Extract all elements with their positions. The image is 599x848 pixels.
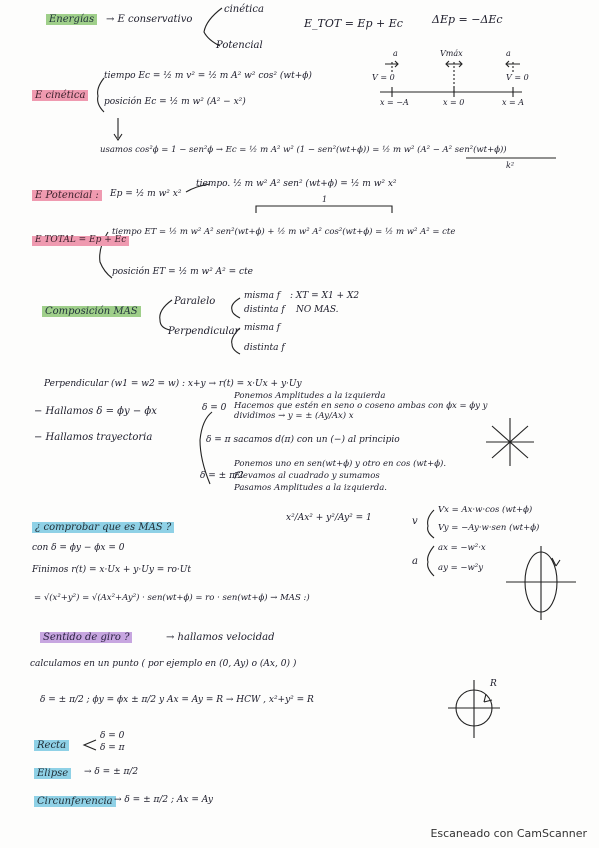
perp-hallamos-trayectoria: − Hallamos trayectoria — [34, 432, 153, 443]
composicion-perpendicular: Perpendicular — [168, 326, 240, 337]
perp-dpi2: δ = ± π/2 — [200, 471, 244, 481]
elipse-label: Elipse — [34, 768, 71, 779]
energias-branch-top: cinética — [224, 4, 264, 15]
perp-dpi: δ = π sacamos d(π) con un (−) al principio — [206, 435, 400, 445]
energias-branch-bottom: Potencial — [216, 40, 263, 51]
osc-a-right: a — [506, 49, 511, 58]
perp-header: Perpendicular (w1 = w2 = w) : x+y → r(t) = x·Ux + y·Uy — [44, 379, 302, 389]
cinetica-tiempo: tiempo Ec = ½ m v² = ½ m A² w² cos² (wt+ϕ) — [104, 71, 312, 81]
total-posicion: posición ET = ½ m w² A² = cte — [112, 267, 254, 277]
cinetica-posicion: posición Ec = ½ m w² (A² − x²) — [104, 97, 246, 107]
total-tiempo: tiempo ET = ½ m w² A² sen²(wt+ϕ) + ½ m w² A² cos²(wt+ϕ) = ½ m w² A² = cte — [112, 227, 456, 237]
ellipse-equation: x²/Ax² + y²/Ay² = 1 — [286, 513, 372, 523]
composicion-paralelo: Paralelo — [174, 296, 216, 307]
v-label: v — [412, 516, 418, 527]
osc-vmax: Vmáx — [440, 49, 463, 58]
comprobar-modulo: = √(x²+y²) = √(Ax²+Ay²) · sen(wt+ϕ) = ro · sen(wt+ϕ) → MAS :) — [34, 593, 310, 603]
osc-x-right: x = A — [502, 98, 525, 107]
composicion-xt: : XT = X1 + X2 — [290, 291, 360, 301]
sentido-cond: δ = ± π/2 ; ϕy = ϕx ± π/2 y Ax = Ay = R → HCW , x²+y² = R — [40, 695, 314, 705]
total-brace-label: 1 — [322, 195, 328, 204]
composicion-label: Composición MAS — [42, 306, 141, 317]
cinetica-label: E cinética — [32, 90, 88, 101]
camscanner-footer: Escaneado con CamScanner — [430, 827, 587, 840]
perp-misma-f: misma f — [244, 323, 281, 333]
circle-label-r: R — [490, 679, 497, 689]
paralelo-misma-f: misma f — [244, 291, 281, 301]
perp-dpi2-text1: Ponemos uno en sen(wt+ϕ) y otro en cos (wt+ϕ). — [234, 459, 447, 469]
perp-dpi2-text2: Elevamos al cuadrado y sumamos — [234, 471, 380, 481]
comprobar-title: ¿ comprobar que es MAS ? — [32, 522, 174, 533]
etot-equation: E_TOT = Ep + Ec — [304, 17, 403, 30]
cinetica-k2: k² — [506, 161, 515, 170]
perp-hallamos-delta: − Hallamos δ = ϕy − ϕx — [34, 406, 157, 417]
total-label: E TOTAL = Ep + Ec — [32, 236, 129, 246]
osc-x-left: x = −A — [380, 98, 409, 107]
circunferencia-cond: → δ = ± π/2 ; Ax = Ay — [114, 795, 213, 805]
osc-v0-right: V = 0 — [506, 73, 529, 82]
sentido-title: Sentido de giro ? — [40, 632, 132, 643]
potencial-label: E Potencial : — [32, 190, 102, 201]
ay-equation: ay = −w²y — [438, 563, 484, 573]
comprobar-finimos: Finimos r(t) = x·Ux + y·Uy = ro·Ut — [32, 565, 191, 575]
cinetica-usamos: usamos cos²ϕ = 1 − sen²ϕ → Ec = ½ m A² w² (1 − sen²(wt+ϕ)) = ½ m w² (A² − A² sen²(wt+ϕ)) — [100, 145, 507, 155]
paralelo-distinta-f: distinta f — [244, 305, 285, 315]
circunferencia-label: Circunferencia — [34, 796, 116, 807]
delta-equation: ΔEp = −ΔEc — [432, 13, 503, 26]
composicion-no-mas: NO MAS. — [296, 305, 339, 315]
perp-distinta-f: distinta f — [244, 343, 285, 353]
elipse-cond: → δ = ± π/2 — [84, 767, 139, 777]
energias-arrow-text: → E conservativo — [106, 14, 193, 25]
ax-equation: ax = −w²·x — [438, 543, 486, 553]
sentido-arrow: → hallamos velocidad — [166, 632, 275, 643]
vx-equation: Vx = Ax·w·cos (wt+ϕ) — [438, 505, 533, 515]
osc-a-left: a — [393, 49, 398, 58]
recta-dpi: δ = π — [100, 743, 125, 753]
recta-d0: δ = 0 — [100, 731, 125, 741]
vy-equation: Vy = −Ay·w·sen (wt+ϕ) — [438, 523, 540, 533]
sentido-calc: calculamos en un punto ( por ejemplo en (0, Ay) o (Ax, 0) ) — [30, 659, 297, 669]
energias-title: Energías — [46, 14, 97, 25]
potencial-equation: Ep = ½ m w² x² — [110, 189, 182, 199]
perp-d0-text1: Ponemos Amplitudes a la izquierda — [234, 391, 386, 401]
perp-d0-text3: dividimos → y = ± (Ay/Ax) x — [234, 411, 354, 421]
a-label: a — [412, 556, 418, 567]
perp-d0: δ = 0 — [202, 403, 227, 413]
osc-x-mid: x = 0 — [443, 98, 465, 107]
osc-v0-left: V = 0 — [372, 73, 395, 82]
comprobar-con: con δ = ϕy − ϕx = 0 — [32, 543, 125, 553]
recta-label: Recta — [34, 740, 69, 751]
perp-dpi2-text3: Pasamos Amplitudes a la izquierda. — [234, 483, 387, 493]
perp-d0-text2: Hacemos que estén en seno o coseno ambas con ϕx = ϕy y — [234, 401, 488, 411]
potencial-tiempo: tiempo. ½ m w² A² sen² (wt+ϕ) = ½ m w² x² — [196, 179, 397, 189]
